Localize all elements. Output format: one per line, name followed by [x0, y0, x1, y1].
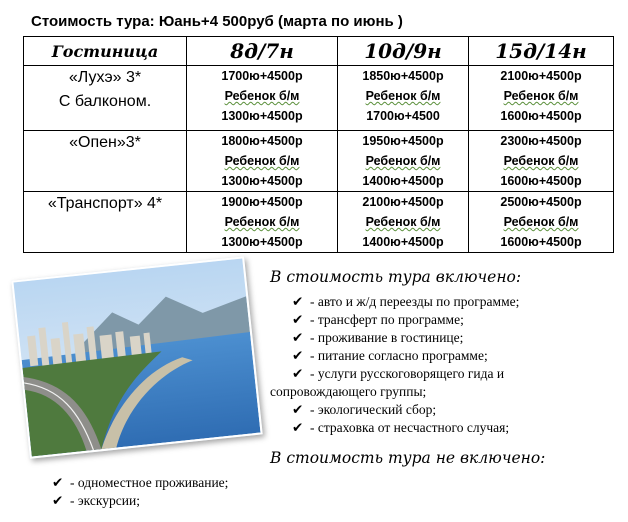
- city-coast-photo: [11, 256, 262, 458]
- hotel-name: «Опен»3*: [69, 134, 141, 151]
- included-list: [270, 293, 519, 437]
- list-item: ✔ - экологический сбор;: [292, 402, 437, 417]
- price-cell: [187, 131, 338, 192]
- price-adult: 1800ю+4500р: [221, 134, 303, 148]
- price-extra: 1700ю+4500: [366, 109, 440, 123]
- list-item: ✔ - питание согласно программе;: [292, 348, 488, 363]
- price-child: Ребенок б/м: [224, 215, 300, 229]
- price-child: Ребенок б/м: [503, 89, 579, 103]
- price-cell: [469, 192, 614, 253]
- column-header-hotel: Гостиница: [24, 37, 187, 66]
- city-coast-illustration: [13, 258, 260, 456]
- checkmark-icon: ✔: [52, 493, 64, 508]
- table-row: [24, 192, 614, 253]
- price-cell: [187, 192, 338, 253]
- table-header-row: [24, 37, 614, 66]
- price-child: Ребенок б/м: [365, 154, 441, 168]
- price-extra: 1600ю+4500р: [500, 174, 582, 188]
- checkmark-icon: ✔: [52, 475, 64, 490]
- price-extra: 1300ю+4500р: [221, 109, 303, 123]
- price-child: Ребенок б/м: [503, 154, 579, 168]
- price-cell: [187, 66, 338, 131]
- price-child: Ребенок б/м: [365, 89, 441, 103]
- not-included-list: [52, 474, 228, 510]
- checkmark-icon: ✔: [292, 312, 304, 327]
- included-heading: В стоимость тура включено:: [270, 268, 522, 286]
- hotel-note: С балконом.: [58, 93, 152, 110]
- list-item: ✔ - страховка от несчастного случая;: [292, 420, 510, 435]
- list-item: ✔ - проживание в гостинице;: [292, 330, 464, 345]
- price-adult: 1950ю+4500р: [362, 134, 444, 148]
- price-child: Ребенок б/м: [365, 215, 441, 229]
- checkmark-icon: ✔: [292, 294, 304, 309]
- table-row: [24, 131, 614, 192]
- column-header-15d: 15д/14н: [469, 37, 614, 66]
- list-item: ✔ - услуги русскоговорящего гида и: [292, 366, 505, 381]
- column-header-10d: 10д/9н: [338, 37, 469, 66]
- hotel-cell: [24, 192, 187, 253]
- hotel-cell: [24, 131, 187, 192]
- hotel-cell: [24, 66, 187, 131]
- price-extra: 1600ю+4500р: [500, 109, 582, 123]
- price-adult: 1900ю+4500р: [221, 195, 303, 209]
- list-item: ✔ - авто и ж/д переезды по программе;: [292, 294, 520, 309]
- checkmark-icon: ✔: [292, 366, 304, 381]
- price-cell: [338, 131, 469, 192]
- price-cell: [469, 131, 614, 192]
- list-item: ✔ - трансферт по программе;: [292, 312, 464, 327]
- price-adult: 1700ю+4500р: [221, 69, 303, 83]
- checkmark-icon: ✔: [292, 402, 304, 417]
- price-child: Ребенок б/м: [224, 154, 300, 168]
- price-adult: 2100ю+4500р: [362, 195, 444, 209]
- price-adult: 1850ю+4500р: [362, 69, 444, 83]
- price-extra: 1400ю+4500р: [362, 174, 444, 188]
- price-extra: 1300ю+4500р: [221, 235, 303, 249]
- list-item: ✔ - экскурсии;: [52, 493, 140, 508]
- price-child: Ребенок б/м: [224, 89, 300, 103]
- hotel-name: «Транспорт» 4*: [47, 195, 163, 212]
- page-title: Стоимость тура: Юань+4 500руб (марта по июнь ): [31, 13, 403, 30]
- checkmark-icon: ✔: [292, 420, 304, 435]
- not-included-heading: В стоимость тура не включено:: [270, 449, 546, 467]
- price-adult: 2100ю+4500р: [500, 69, 582, 83]
- list-item: ✔ - одноместное проживание;: [52, 475, 229, 490]
- price-cell: [338, 66, 469, 131]
- table-row: [24, 66, 614, 131]
- price-cell: [469, 66, 614, 131]
- price-extra: 1600ю+4500р: [500, 235, 582, 249]
- list-item-continuation: сопровождающего группы;: [270, 384, 427, 399]
- price-extra: 1300ю+4500р: [221, 174, 303, 188]
- checkmark-icon: ✔: [292, 330, 304, 345]
- price-cell: [338, 192, 469, 253]
- price-adult: 2500ю+4500р: [500, 195, 582, 209]
- price-child: Ребенок б/м: [503, 215, 579, 229]
- price-adult: 2300ю+4500р: [500, 134, 582, 148]
- hotel-name: «Лухэ» 3*: [68, 69, 142, 86]
- price-extra: 1400ю+4500р: [362, 235, 444, 249]
- price-table: [23, 36, 614, 253]
- checkmark-icon: ✔: [292, 348, 304, 363]
- column-header-8d: 8д/7н: [187, 37, 338, 66]
